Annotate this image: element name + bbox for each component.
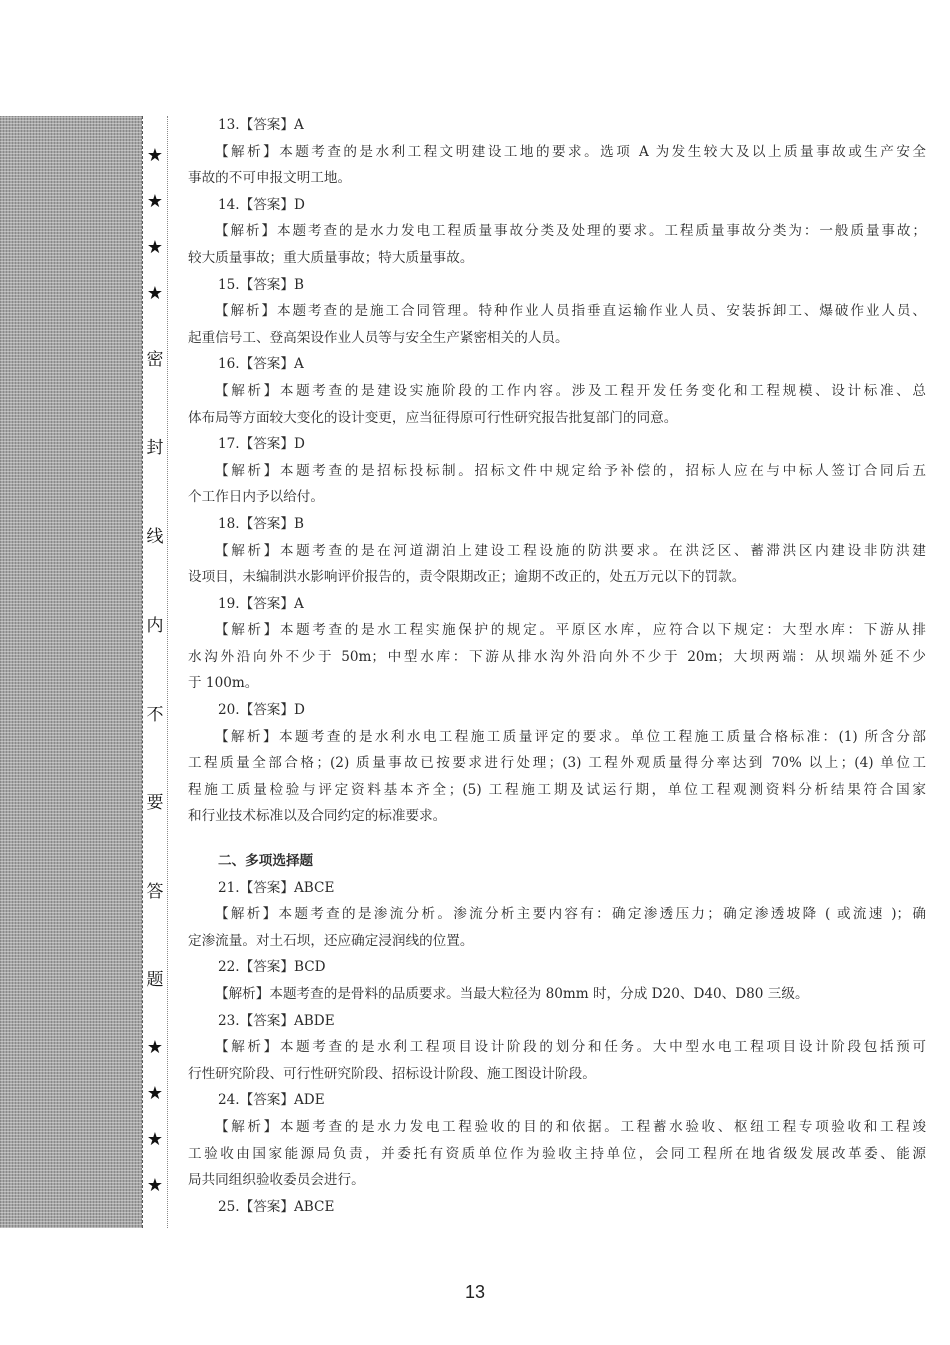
star-icon: ★ [146,283,164,304]
answer-line: 19.【答案】A [218,595,304,612]
page-number: 13 [464,1282,486,1302]
analysis-line: 个工作日内予以给付。 [188,489,324,506]
answer-line: 21.【答案】ABCE [218,879,335,896]
answer-line: 16.【答案】A [218,356,304,373]
seal-char: 不 [146,705,164,725]
star-icon: ★ [146,1175,164,1196]
analysis-line: 【解析】本题考查的是骨料的品质要求。当最大粒径为 80mm 时，分成 D20、D40、D80 三级。 [215,986,809,1002]
analysis-line: 【解析】本题考查的是水利工程文明建设工地的要求。选项 A 为发生较大及以上质量事故或生产安全 [215,143,926,160]
seal-char: 答 [146,882,164,902]
answer-line: 25.【答案】ABCE [218,1198,335,1215]
answer-line: 15.【答案】B [218,276,304,293]
answer-line: 18.【答案】B [218,515,304,532]
seal-char: 线 [146,527,164,547]
seal-dashed-line [142,116,143,1228]
star-icon: ★ [146,145,164,166]
seal-dotted-line [167,116,168,1228]
answer-line: 20.【答案】D [218,702,305,719]
star-icon: ★ [146,191,164,212]
answer-line: 23.【答案】ABDE [218,1012,335,1029]
seal-char: 要 [146,793,164,813]
star-icon: ★ [146,237,164,258]
star-icon: ★ [146,1083,164,1104]
seal-char: 密 [146,350,164,370]
answer-content [188,112,926,1220]
analysis-line: 【解析】本题考查的是建设实施阶段的工作内容。涉及工程开发任务变化和工程规模、设计标准、总 [215,382,926,399]
analysis-line: 于 100m。 [188,675,259,692]
analysis-line: 工程质量全部合格；(2) 质量事故已按要求进行处理；(3) 工程外观质量得分率达到 70% 以上；(4) 单位工 [188,755,926,772]
binding-strip [0,116,142,1228]
answer-line: 24.【答案】ADE [218,1092,325,1109]
seal-char: 内 [146,616,164,636]
analysis-line: 行性研究阶段、可行性研究阶段、招标设计阶段、施工图设计阶段。 [188,1065,596,1082]
section-title: 二、多项选择题 [218,853,314,870]
seal-char: 封 [146,438,164,458]
star-icon: ★ [146,1037,164,1058]
analysis-line: 程施工质量检验与评定资料基本齐全；(5) 工程施工期及试运行期，单位工程观测资料分析结果符合国家 [188,781,926,798]
star-icon: ★ [146,1129,164,1150]
seal-char: 题 [146,970,164,990]
analysis-line: 和行业技术标准以及合同约定的标准要求。 [188,808,447,825]
analysis-line: 【解析】本题考查的是水利工程项目设计阶段的划分和任务。大中型水电工程项目设计阶段包括预可 [215,1039,926,1056]
analysis-line: 定渗流量。对土石坝，还应确定浸润线的位置。 [188,932,474,949]
analysis-line: 起重信号工、登高架设作业人员等与安全生产紧密相关的人员。 [188,329,569,346]
analysis-line: 局共同组织验收委员会进行。 [188,1172,365,1189]
analysis-line: 【解析】本题考查的是水力发电工程验收的目的和依据。工程蓄水验收、枢纽工程专项验收和工程竣 [215,1118,926,1135]
answer-line: 22.【答案】BCD [218,959,326,976]
analysis-line: 工验收由国家能源局负责，并委托有资质单位作为验收主持单位，会同工程所在地省级发展改革委、能源 [188,1145,926,1162]
analysis-line: 【解析】本题考查的是招标投标制。招标文件中规定给予补偿的，招标人应在与中标人签订合同后五 [215,462,926,479]
analysis-line: 【解析】本题考查的是在河道湖泊上建设工程设施的防洪要求。在洪泛区、蓄滞洪区内建设非防洪建 [215,542,926,559]
analysis-line: 【解析】本题考查的是施工合同管理。特种作业人员指垂直运输作业人员、安装拆卸工、爆破作业人员、 [215,303,926,320]
analysis-line: 水沟外沿向外不少于 50m；中型水库：下游从排水沟外沿向外不少于 20m；大坝两端：从坝端外延不少 [188,648,926,665]
analysis-line: 设项目，未编制洪水影响评价报告的，责令限期改正；逾期不改正的，处五万元以下的罚款。 [188,569,746,586]
answer-line: 13.【答案】A [218,117,304,133]
answer-line: 17.【答案】D [218,436,305,453]
analysis-line: 较大质量事故；重大质量事故；特大质量事故。 [188,249,474,266]
analysis-line: 【解析】本题考查的是水利水电工程施工质量评定的要求。单位工程施工质量合格标准：(1) 所含分部 [215,728,926,745]
answer-line: 14.【答案】D [218,196,305,213]
analysis-line: 【解析】本题考查的是渗流分析。渗流分析主要内容有：确定渗透压力；确定渗透坡降 ( 或流速 )；确 [215,906,926,923]
analysis-line: 【解析】本题考查的是水工程实施保护的规定。平原区水库，应符合以下规定：大型水库：下游从排 [215,622,926,639]
analysis-line: 事故的不可申报文明工地。 [188,170,352,187]
analysis-line: 体布局等方面较大变化的设计变更，应当征得原可行性研究报告批复部门的同意。 [188,409,678,426]
analysis-line: 【解析】本题考查的是水力发电工程质量事故分类及处理的要求。工程质量事故分类为：一般质量事故； [215,223,926,240]
